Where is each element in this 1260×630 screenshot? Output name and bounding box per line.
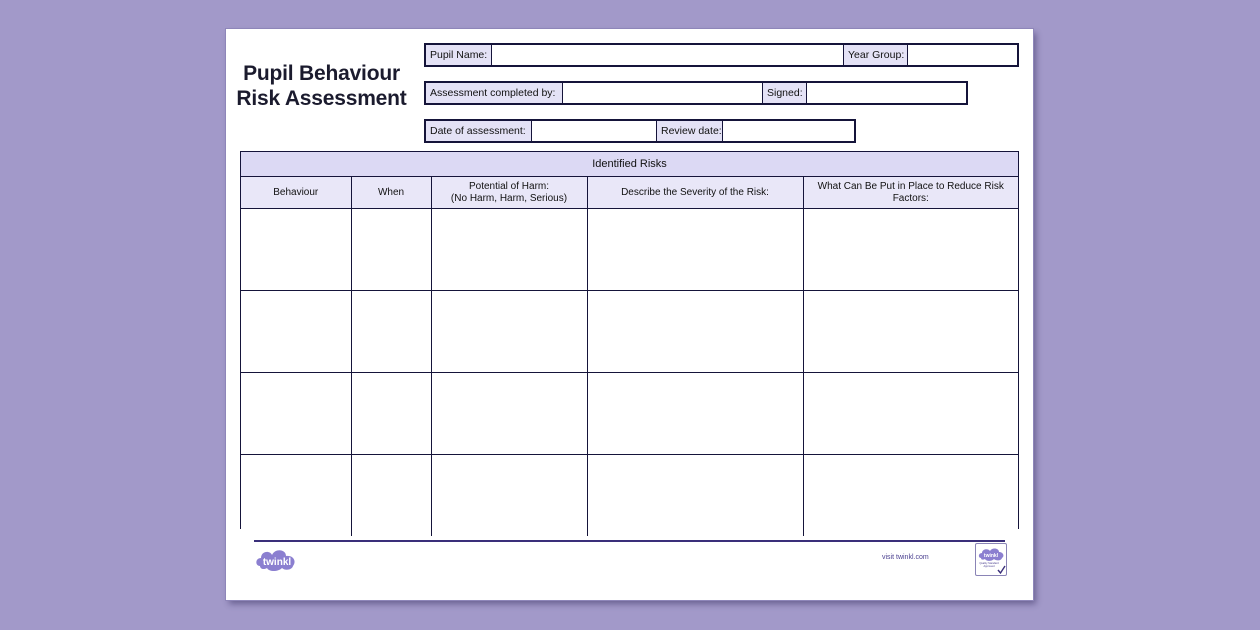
visit-link[interactable]: visit twinkl.com <box>882 554 929 561</box>
reduce-risk-cell[interactable] <box>803 209 1018 291</box>
reduce-risk-cell[interactable] <box>803 455 1018 537</box>
table-row <box>241 455 1018 537</box>
reduce-risk-cell[interactable] <box>803 373 1018 455</box>
completed-by-field[interactable] <box>563 83 763 103</box>
date-of-assessment-label: Date of assessment: <box>426 121 532 141</box>
behaviour-cell[interactable] <box>241 291 351 373</box>
reduce-risk-cell[interactable] <box>803 291 1018 373</box>
page-title <box>226 61 417 111</box>
when-cell[interactable] <box>351 373 431 455</box>
quality-badge <box>975 543 1007 576</box>
column-header-severity: Describe the Severity of the Risk: <box>587 177 803 209</box>
behaviour-cell[interactable] <box>241 373 351 455</box>
column-header-reduce-risk: What Can Be Put in Place to Reduce Risk Factors: <box>803 177 1018 209</box>
column-header-potential-harm: Potential of Harm: (No Harm, Harm, Serious) <box>431 177 587 209</box>
behaviour-cell[interactable] <box>241 209 351 291</box>
title-line-1: Pupil Behaviour <box>243 62 400 85</box>
severity-cell[interactable] <box>587 373 803 455</box>
when-cell[interactable] <box>351 209 431 291</box>
title-line-2: Risk Assessment <box>236 87 407 110</box>
when-cell[interactable] <box>351 291 431 373</box>
table-header-row <box>241 177 1018 209</box>
logo-text: twinkl <box>262 557 292 568</box>
completed-by-label: Assessment completed by: <box>426 83 563 103</box>
badge-caption: Quality Standard Approved <box>979 562 999 568</box>
signed-field[interactable] <box>807 83 966 103</box>
behaviour-cell[interactable] <box>241 455 351 537</box>
dates-row <box>424 119 856 143</box>
potential-harm-cell[interactable] <box>431 455 587 537</box>
signed-label: Signed: <box>763 83 807 103</box>
severity-cell[interactable] <box>587 291 803 373</box>
potential-harm-cell[interactable] <box>431 291 587 373</box>
completion-row <box>424 81 968 105</box>
pupil-name-field[interactable] <box>492 45 844 65</box>
year-group-field[interactable] <box>908 45 1017 65</box>
potential-harm-cell[interactable] <box>431 209 587 291</box>
twinkl-logo <box>254 544 300 574</box>
year-group-label: Year Group: <box>844 45 908 65</box>
severity-cell[interactable] <box>587 455 803 537</box>
severity-cell[interactable] <box>587 209 803 291</box>
review-date-field[interactable] <box>723 121 854 141</box>
pupil-name-label: Pupil Name: <box>426 45 492 65</box>
pupil-info-row <box>424 43 1019 67</box>
table-row <box>241 373 1018 455</box>
potential-harm-cell[interactable] <box>431 373 587 455</box>
badge-brand: twinkl <box>983 553 999 559</box>
review-date-label: Review date: <box>657 121 723 141</box>
column-header-behaviour: Behaviour <box>241 177 351 209</box>
footer-divider <box>254 540 1005 542</box>
table-row <box>241 209 1018 291</box>
identified-risks-table <box>240 151 1019 529</box>
date-of-assessment-field[interactable] <box>532 121 657 141</box>
when-cell[interactable] <box>351 455 431 537</box>
worksheet-page <box>226 29 1033 600</box>
column-header-when: When <box>351 177 431 209</box>
table-caption: Identified Risks <box>241 152 1018 177</box>
table-row <box>241 291 1018 373</box>
